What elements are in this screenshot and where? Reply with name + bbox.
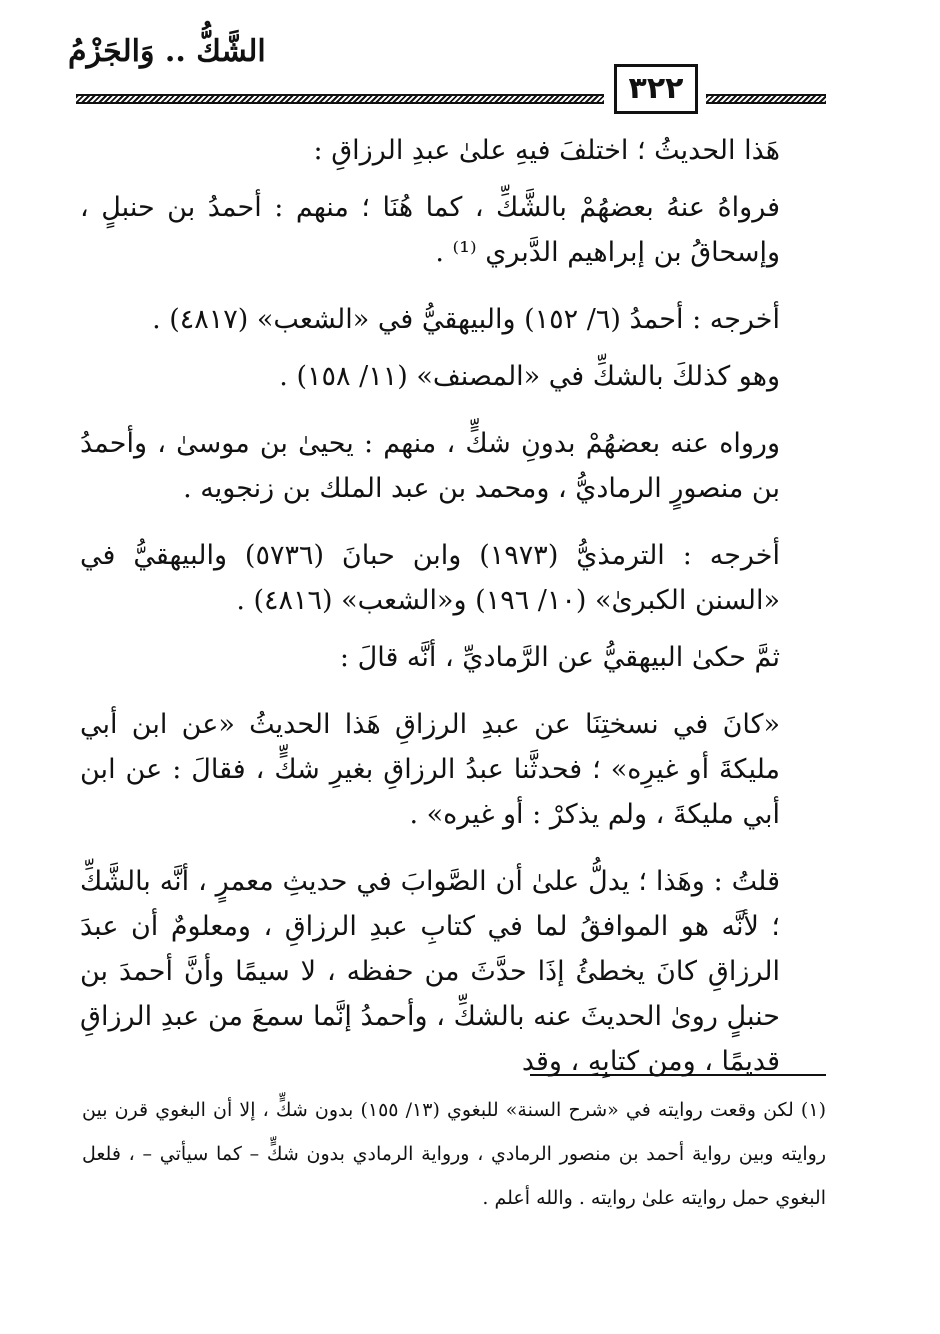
header-rule-left (76, 94, 604, 104)
running-title: الشَّكُّ .. وَالجَزْمُ (68, 34, 266, 69)
paragraph-comment: قلتُ : وهَذا ؛ يدلُّ علىٰ أن الصَّوابَ في حديثِ معمرٍ ، أنَّه بالشَّكِّ ؛ لأنَّه هو الموافقُ لما في كتابِ عبدِ الرزاقِ ، ومعلومٌ أن عبدَ الرزاقِ كانَ يخطئُ إذَا حدَّثَ من حفظه ، لا سيمًا وأنَّ أحمدَ بن حنبلٍ روىٰ الحديثَ عنه بالشكِّ ، وأحمدُ إنَّما سمعَ من عبدِ الرزاقِ قديمًا ، ومن كتابِهِ ، وقد (80, 866, 780, 1077)
paragraph-without-doubt: ورواه عنه بعضهُمْ بدونِ شكٍّ ، منهم : يحيىٰ بن موسىٰ ، وأحمدُ بن منصورٍ الرماديُّ ، ومحمد بن عبد الملك بن زنجويه . (80, 428, 780, 504)
main-text (80, 128, 826, 1096)
paragraph-takhrij-1: أخرجه : أحمدُ (٦/ ١٥٢) والبيهقيُّ في «الشعب» (٤٨١٧) . (152, 304, 780, 335)
page-number: ٣٢٢ (614, 64, 698, 114)
header-rule-right (706, 94, 826, 104)
footnotes (82, 1088, 826, 1220)
footnote-separator (530, 1074, 826, 1076)
paragraph-bayhaqi: ثمَّ حكىٰ البيهقيُّ عن الرَّماديِّ ، أنَّه قالَ : (339, 642, 780, 673)
paragraph-quote: «كانَ في نسختِنَا عن عبدِ الرزاقِ هَذا الحديثُ «عن ابن أبي مليكةَ أو غيرِه» ؛ فحدثَّنا عبدُ الرزاقِ بغيرِ شكٍّ ، فقالَ : عن ابن أبي مليكةَ ، ولم يذكرْ : أو غيره» . (80, 709, 780, 830)
footnote-1: (١) لكن وقعت روايته في «شرح السنة» للبغوي (١٣/ ١٥٥) بدون شكٍّ ، إلا أن البغوي قرن بين روايته وبين رواية أحمد بن منصور الرمادي ، ورواية الرمادي بدون شكٍّ – كما سيأتي – ، فلعل البغوي حمل روايته علىٰ روايته . والله أعلم . (82, 1099, 826, 1209)
paragraph-with-doubt: فرواهُ عنهُ بعضهُمْ بالشَّكِّ ، كما هُنَا ؛ منهم : أحمدُ بن حنبلٍ ، وإسحاقُ بن إبراهيم الدَّبري ⁽¹⁾ . (80, 192, 780, 268)
paragraph-takhrij-2: أخرجه : الترمذيُّ (١٩٧٣) وابن حبانَ (٥٧٣٦) والبيهقيُّ في «السنن الكبرىٰ» (١٠/ ١٩٦) و«الشعب» (٤٨١٦) . (80, 540, 780, 616)
paragraph-intro: هَذا الحديثُ ؛ اختلفَ فيهِ علىٰ عبدِ الرزاقِ : (313, 135, 780, 166)
paragraph-musannaf: وهو كذلكَ بالشكِّ في «المصنف» (١١/ ١٥٨) . (279, 361, 780, 392)
